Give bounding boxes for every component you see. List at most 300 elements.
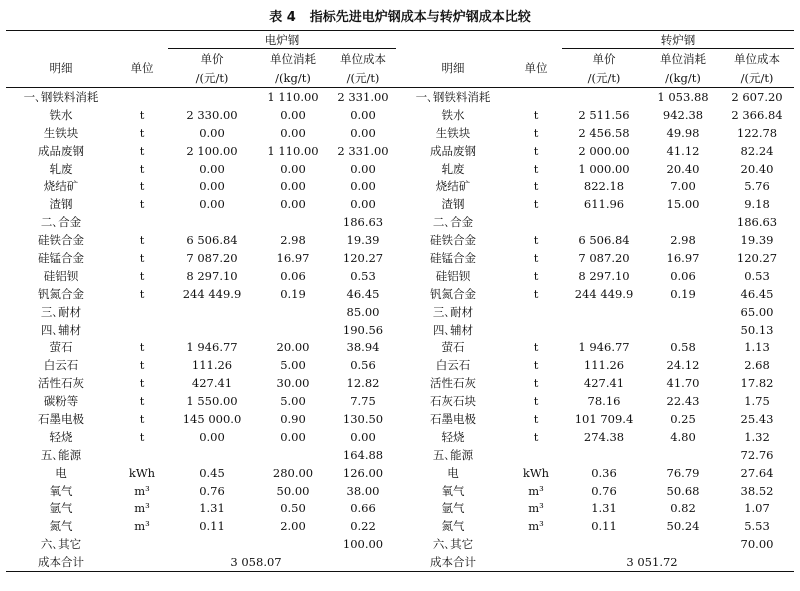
unit xyxy=(116,303,168,321)
unit-consumption: 280.00 xyxy=(272,465,314,480)
unit-consumption xyxy=(256,321,330,339)
unit-price xyxy=(562,321,646,339)
unit: t xyxy=(533,268,539,283)
unit-consumption xyxy=(256,446,330,464)
item-name: 四､辅材 xyxy=(40,322,82,337)
unit: t xyxy=(533,125,539,140)
unit-cost: 0.22 xyxy=(350,519,376,534)
col-header-unit: 单位 xyxy=(510,49,562,88)
unit-cost: 20.40 xyxy=(740,161,774,176)
table-row xyxy=(6,106,794,124)
item-name: 氩气 xyxy=(49,501,73,516)
item-name: 硅铁合金 xyxy=(430,233,476,248)
unit-consumption: 1 110.00 xyxy=(267,89,319,104)
item-name: 一､钢铁料消耗 xyxy=(23,89,99,104)
unit-consumption: 0.06 xyxy=(280,268,306,283)
unit-cost: 2.68 xyxy=(744,358,770,373)
unit-price xyxy=(562,535,646,553)
unit-consumption: 0.19 xyxy=(670,286,696,301)
unit-price: 244 449.9 xyxy=(182,286,242,301)
unit-price: 1.31 xyxy=(199,501,225,516)
item-name: 六､其它 xyxy=(432,537,474,552)
unit-cost: 0.00 xyxy=(350,161,376,176)
unit-consumption xyxy=(646,446,720,464)
unit-price: 611.96 xyxy=(583,197,625,212)
unit-price xyxy=(168,446,256,464)
item-name: 电 xyxy=(447,465,459,480)
unit-consumption: 24.12 xyxy=(666,358,700,373)
unit: t xyxy=(139,340,145,355)
unit-cost: 1.13 xyxy=(744,340,770,355)
unit-price: 0.00 xyxy=(199,179,225,194)
unit-price: 8 297.10 xyxy=(578,268,630,283)
unit-consumption: 20.40 xyxy=(666,161,700,176)
unit-cost: 2 607.20 xyxy=(731,89,783,104)
unit: t xyxy=(139,358,145,373)
item-name: 三､耐材 xyxy=(40,304,82,319)
unit-consumption: 2.98 xyxy=(280,233,306,248)
table-row xyxy=(6,535,794,553)
unit-price: 1 946.77 xyxy=(578,340,630,355)
unit-price: 0.00 xyxy=(199,429,225,444)
unit-cost: 122.78 xyxy=(736,125,778,140)
group-header-bof: 转炉钢 xyxy=(562,31,794,49)
unit-price: 822.18 xyxy=(583,179,625,194)
unit-consumption: 1 110.00 xyxy=(267,143,319,158)
unit-price xyxy=(168,535,256,553)
unit-cost: 0.53 xyxy=(350,268,376,283)
item-name: 铁水 xyxy=(49,107,73,122)
unit-cost: 126.00 xyxy=(342,465,384,480)
total-label: 成本合计 xyxy=(396,553,510,571)
unit-cost: 17.82 xyxy=(740,376,774,391)
item-name: 硅锰合金 xyxy=(430,250,476,265)
item-name: 石灰石块 xyxy=(430,394,476,409)
table-row xyxy=(6,517,794,535)
unit-price: 1 550.00 xyxy=(186,394,238,409)
group-header-eaf: 电炉钢 xyxy=(168,31,396,49)
item-name: 烧结矿 xyxy=(435,179,471,194)
unit-consumption: 50.68 xyxy=(666,483,700,498)
unit-price: 2 000.00 xyxy=(578,143,630,158)
unit-cost: 1.75 xyxy=(744,394,770,409)
table-row xyxy=(6,303,794,321)
unit-consumption: 0.00 xyxy=(280,179,306,194)
unit-price xyxy=(168,88,256,106)
unit: t xyxy=(533,358,539,373)
item-name: 五､能源 xyxy=(432,447,474,462)
unit-cost: 19.39 xyxy=(346,233,380,248)
item-name: 氧气 xyxy=(49,483,73,498)
unit: t xyxy=(533,107,539,122)
unit-consumption: 1 053.88 xyxy=(657,89,709,104)
item-name: 石墨电极 xyxy=(430,411,476,426)
item-name: 二､合金 xyxy=(40,215,82,230)
table-body xyxy=(6,88,794,554)
unit-price: 145 000.0 xyxy=(182,411,242,426)
table-row xyxy=(6,195,794,213)
unit xyxy=(510,535,562,553)
unit-price xyxy=(168,321,256,339)
item-name: 活性石灰 xyxy=(38,376,84,391)
unit xyxy=(116,213,168,231)
unit-price: 2 330.00 xyxy=(186,107,238,122)
unit xyxy=(116,446,168,464)
unit-price: 0.00 xyxy=(199,161,225,176)
unit: t xyxy=(139,394,145,409)
item-name: 轻烧 xyxy=(49,429,73,444)
table-row xyxy=(6,160,794,178)
unit-price: 6 506.84 xyxy=(186,233,238,248)
table-row xyxy=(6,142,794,160)
item-name: 二､合金 xyxy=(432,215,474,230)
unit-price: 78.16 xyxy=(587,394,621,409)
unit-consumption: 41.70 xyxy=(666,376,700,391)
item-name: 四､辅材 xyxy=(432,322,474,337)
unit: t xyxy=(139,161,145,176)
unit: kWh xyxy=(128,465,156,480)
unit-cost: 120.27 xyxy=(342,250,384,265)
unit-cost: 0.56 xyxy=(350,358,376,373)
unit-consumption: 0.25 xyxy=(670,411,696,426)
unit-consumption: 22.43 xyxy=(666,394,700,409)
table-row xyxy=(6,338,794,356)
unit-cost: 82.24 xyxy=(740,143,774,158)
unit xyxy=(510,446,562,464)
unit-cost: 0.66 xyxy=(350,501,376,516)
unit-consumption xyxy=(646,303,720,321)
unit: t xyxy=(139,125,145,140)
unit-cost: 0.00 xyxy=(350,107,376,122)
unit-cost: 0.00 xyxy=(350,429,376,444)
unit-consumption: 0.58 xyxy=(670,340,696,355)
item-name: 萤石 xyxy=(441,340,465,355)
unit-consumption: 0.00 xyxy=(280,197,306,212)
unit xyxy=(116,535,168,553)
item-name: 钒氮合金 xyxy=(430,286,476,301)
unit: t xyxy=(533,286,539,301)
unit: t xyxy=(139,107,145,122)
unit-cost: 0.00 xyxy=(350,197,376,212)
item-name: 石墨电极 xyxy=(38,411,84,426)
unit: m³ xyxy=(528,483,544,498)
unit-consumption: 0.50 xyxy=(280,501,306,516)
unit-cost: 100.00 xyxy=(342,537,384,552)
table-row xyxy=(6,177,794,195)
unit-cost: 5.76 xyxy=(744,179,770,194)
unit-cost: 38.00 xyxy=(346,483,380,498)
unit: t xyxy=(533,161,539,176)
table-row xyxy=(6,267,794,285)
col-header-consumption: 单位消耗 xyxy=(270,51,316,66)
unit-consumption: 2.98 xyxy=(670,233,696,248)
col-header-price-unit: /(元/t) xyxy=(168,68,256,88)
unit-cost: 7.75 xyxy=(350,394,376,409)
cost-comparison-table xyxy=(6,30,794,572)
unit: t xyxy=(533,340,539,355)
col-header-cost-unit: /(元/t) xyxy=(720,68,794,88)
unit-consumption: 76.79 xyxy=(666,465,700,480)
col-header-price: 单价 xyxy=(200,51,224,66)
table-row xyxy=(6,410,794,428)
unit: m³ xyxy=(528,501,544,516)
unit-consumption xyxy=(256,303,330,321)
unit-cost: 38.52 xyxy=(740,483,774,498)
item-name: 渣钢 xyxy=(441,197,465,212)
unit: t xyxy=(139,250,145,265)
unit-cost: 1.32 xyxy=(744,429,770,444)
unit-price: 7 087.20 xyxy=(578,250,630,265)
unit xyxy=(116,321,168,339)
item-name: 六､其它 xyxy=(40,537,82,552)
unit-cost: 27.64 xyxy=(740,465,774,480)
unit-consumption: 0.00 xyxy=(280,125,306,140)
unit-consumption xyxy=(646,535,720,553)
unit-price: 0.76 xyxy=(199,483,225,498)
unit-price: 111.26 xyxy=(191,358,233,373)
unit-cost: 46.45 xyxy=(740,286,774,301)
unit-cost: 38.94 xyxy=(346,340,380,355)
unit-price: 1.31 xyxy=(591,501,617,516)
table-row xyxy=(6,321,794,339)
unit-cost: 85.00 xyxy=(346,304,380,319)
item-name: 氮气 xyxy=(49,519,73,534)
item-name: 钒氮合金 xyxy=(38,286,84,301)
unit-cost: 190.56 xyxy=(342,322,384,337)
item-name: 五､能源 xyxy=(40,447,82,462)
item-name: 氮气 xyxy=(441,519,465,534)
item-name: 电 xyxy=(55,465,67,480)
item-name: 氩气 xyxy=(441,501,465,516)
unit: t xyxy=(139,376,145,391)
table-row xyxy=(6,446,794,464)
col-header-price: 单价 xyxy=(592,51,616,66)
item-name: 铁水 xyxy=(441,107,465,122)
unit-cost: 70.00 xyxy=(740,537,774,552)
item-name: 氧气 xyxy=(441,483,465,498)
unit: kWh xyxy=(522,465,550,480)
table-row xyxy=(6,374,794,392)
col-header-consumption-unit: /(kg/t) xyxy=(256,68,330,88)
unit: t xyxy=(533,179,539,194)
unit: t xyxy=(533,250,539,265)
unit xyxy=(510,88,562,106)
unit-price xyxy=(562,213,646,231)
table-row xyxy=(6,285,794,303)
unit-price: 0.00 xyxy=(199,197,225,212)
unit xyxy=(510,321,562,339)
unit xyxy=(116,88,168,106)
table-row xyxy=(6,249,794,267)
unit: m³ xyxy=(134,483,150,498)
unit-cost: 186.63 xyxy=(342,215,384,230)
unit: t xyxy=(533,394,539,409)
item-name: 轻烧 xyxy=(441,429,465,444)
unit-consumption: 30.00 xyxy=(276,376,310,391)
unit-price: 244 449.9 xyxy=(574,286,634,301)
unit-consumption xyxy=(256,535,330,553)
unit: t xyxy=(533,411,539,426)
unit-consumption: 0.90 xyxy=(280,411,306,426)
unit-price: 427.41 xyxy=(191,376,233,391)
item-name: 轧废 xyxy=(49,161,73,176)
col-header-item: 明细 xyxy=(6,49,116,88)
unit-consumption: 49.98 xyxy=(666,125,700,140)
col-header-cost: 单位成本 xyxy=(340,51,386,66)
table-row xyxy=(6,392,794,410)
unit-cost: 9.18 xyxy=(744,197,770,212)
unit-consumption xyxy=(646,321,720,339)
unit: m³ xyxy=(528,519,544,534)
unit: m³ xyxy=(134,519,150,534)
col-header-price-unit: /(元/t) xyxy=(562,68,646,88)
unit-cost: 5.53 xyxy=(744,519,770,534)
unit: t xyxy=(139,286,145,301)
col-header-unit: 单位 xyxy=(116,49,168,88)
unit-price: 0.11 xyxy=(591,519,617,534)
table-row xyxy=(6,88,794,106)
unit-cost: 1.07 xyxy=(744,501,770,516)
item-name: 成品废钢 xyxy=(430,143,476,158)
unit-cost: 2 366.84 xyxy=(731,107,783,122)
table-row xyxy=(6,231,794,249)
unit: m³ xyxy=(134,501,150,516)
item-name: 三､耐材 xyxy=(432,304,474,319)
unit-cost: 12.82 xyxy=(346,376,380,391)
unit-consumption: 15.00 xyxy=(666,197,700,212)
unit-consumption: 942.38 xyxy=(662,107,704,122)
unit-consumption: 4.80 xyxy=(670,429,696,444)
unit-cost: 2 331.00 xyxy=(337,89,389,104)
unit-price: 1 000.00 xyxy=(578,161,630,176)
unit xyxy=(510,303,562,321)
item-name: 萤石 xyxy=(49,340,73,355)
unit: t xyxy=(139,233,145,248)
unit-consumption: 50.24 xyxy=(666,519,700,534)
unit-consumption: 2.00 xyxy=(280,519,306,534)
unit-consumption: 0.82 xyxy=(670,501,696,516)
unit: t xyxy=(139,429,145,444)
unit-price: 0.11 xyxy=(199,519,225,534)
unit-consumption: 0.00 xyxy=(280,107,306,122)
total-eaf: 3 058.07 xyxy=(116,553,396,571)
unit-price: 101 709.4 xyxy=(574,411,634,426)
table-row xyxy=(6,356,794,374)
item-name: 烧结矿 xyxy=(43,179,79,194)
unit-consumption: 20.00 xyxy=(276,340,310,355)
unit: t xyxy=(533,143,539,158)
col-header-consumption-unit: /(kg/t) xyxy=(646,68,720,88)
unit-price: 0.76 xyxy=(591,483,617,498)
col-header-cost-unit: /(元/t) xyxy=(330,68,396,88)
table-row xyxy=(6,124,794,142)
unit-price: 2 100.00 xyxy=(186,143,238,158)
unit-price xyxy=(562,88,646,106)
unit-consumption: 0.06 xyxy=(670,268,696,283)
item-name: 成品废钢 xyxy=(38,143,84,158)
unit-consumption: 50.00 xyxy=(276,483,310,498)
item-name: 生铁块 xyxy=(43,125,79,140)
unit: t xyxy=(139,411,145,426)
unit-price: 427.41 xyxy=(583,376,625,391)
item-name: 生铁块 xyxy=(435,125,471,140)
unit-cost: 0.00 xyxy=(350,125,376,140)
unit-price: 0.36 xyxy=(591,465,617,480)
unit-price: 8 297.10 xyxy=(186,268,238,283)
total-row xyxy=(6,553,794,571)
item-name: 一､钢铁料消耗 xyxy=(415,89,491,104)
unit-cost: 19.39 xyxy=(740,233,774,248)
unit-consumption: 0.00 xyxy=(280,161,306,176)
unit-price: 7 087.20 xyxy=(186,250,238,265)
unit-price: 0.45 xyxy=(199,465,225,480)
unit-cost: 25.43 xyxy=(740,411,774,426)
table-row xyxy=(6,464,794,482)
table-caption xyxy=(0,6,800,25)
unit-consumption: 0.00 xyxy=(280,429,306,444)
unit-consumption xyxy=(646,213,720,231)
table-row xyxy=(6,213,794,231)
table-title: 指标先进电炉钢成本与转炉钢成本比较 xyxy=(309,10,531,25)
unit: t xyxy=(139,268,145,283)
col-header-cost: 单位成本 xyxy=(734,51,780,66)
unit-price xyxy=(168,303,256,321)
unit-cost: 186.63 xyxy=(736,215,778,230)
total-bof: 3 051.72 xyxy=(510,553,794,571)
unit xyxy=(510,213,562,231)
col-header-consumption: 单位消耗 xyxy=(660,51,706,66)
unit-cost: 164.88 xyxy=(342,447,384,462)
item-name: 渣钢 xyxy=(49,197,73,212)
table-number: 表 4 xyxy=(269,10,296,25)
unit-consumption: 5.00 xyxy=(280,358,306,373)
unit: t xyxy=(533,376,539,391)
unit: t xyxy=(139,179,145,194)
unit: t xyxy=(533,233,539,248)
unit-cost: 0.53 xyxy=(744,268,770,283)
total-label: 成本合计 xyxy=(6,553,116,571)
unit-consumption: 16.97 xyxy=(666,250,700,265)
unit: t xyxy=(139,197,145,212)
item-name: 碳粉等 xyxy=(43,394,79,409)
unit-consumption: 0.19 xyxy=(280,286,306,301)
unit-consumption: 5.00 xyxy=(280,394,306,409)
unit-price: 2 511.56 xyxy=(578,107,630,122)
table-row xyxy=(6,428,794,446)
unit-price: 274.38 xyxy=(583,429,625,444)
unit-consumption: 7.00 xyxy=(670,179,696,194)
unit-cost: 50.13 xyxy=(740,322,774,337)
unit-price: 1 946.77 xyxy=(186,340,238,355)
item-name: 白云石 xyxy=(43,358,79,373)
unit-cost: 72.76 xyxy=(740,447,774,462)
unit-consumption xyxy=(256,213,330,231)
table-row xyxy=(6,499,794,517)
unit-price: 6 506.84 xyxy=(578,233,630,248)
unit: t xyxy=(533,197,539,212)
unit-price xyxy=(562,446,646,464)
unit-price: 111.26 xyxy=(583,358,625,373)
unit-cost: 65.00 xyxy=(740,304,774,319)
unit-price: 0.00 xyxy=(199,125,225,140)
unit-price: 2 456.58 xyxy=(578,125,630,140)
item-name: 硅铁合金 xyxy=(38,233,84,248)
unit-consumption: 41.12 xyxy=(666,143,700,158)
item-name: 硅铝钡 xyxy=(43,268,79,283)
unit-cost: 0.00 xyxy=(350,179,376,194)
unit-cost: 46.45 xyxy=(346,286,380,301)
unit: t xyxy=(533,429,539,444)
